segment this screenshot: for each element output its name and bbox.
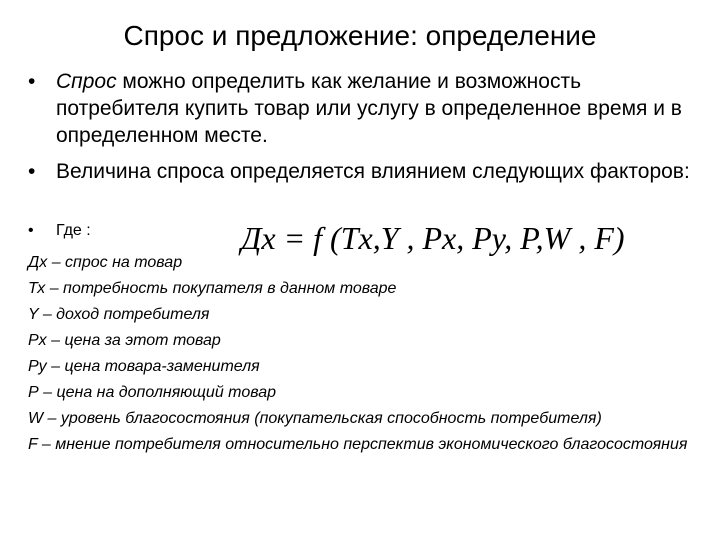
bullet-icon: • <box>28 160 36 183</box>
bullet-text: Величина спроса определяется влиянием следующих факторов: <box>56 160 690 183</box>
bullet-text-rest: можно определить как желание и возможность потребителя купить товар или услугу в определенное время и в определенном месте. <box>56 70 682 147</box>
definition-item: F – мнение потребителя относительно перспектив экономического благосостояния <box>28 436 688 453</box>
definition-item: Дх – спрос на товар <box>28 254 183 271</box>
definition-item: Рх – цена за этот товар <box>28 332 221 349</box>
bullet-icon: • <box>28 70 36 93</box>
definition-item: Тх – потребность покупателя в данном товаре <box>28 280 397 297</box>
definition-item: Р – цена на дополняющий товар <box>28 384 277 401</box>
definitions-list <box>28 250 708 458</box>
demand-formula: Дх = f (Tx,Y , Px, Py, P,W , F) <box>241 220 625 256</box>
definition-item: Ру – цена товара-заменителя <box>28 358 260 375</box>
bullet-text <box>56 68 706 149</box>
page-title: Спрос и предложение: определение <box>123 20 597 51</box>
bullet-icon: • <box>28 222 34 239</box>
definition-item: Y – доход потребителя <box>28 306 210 323</box>
where-label: Где : <box>56 222 91 239</box>
definition-item: W – уровень благосостояния (покупательская способность потребителя) <box>28 410 602 427</box>
emphasis-term: Спрос <box>56 70 117 93</box>
